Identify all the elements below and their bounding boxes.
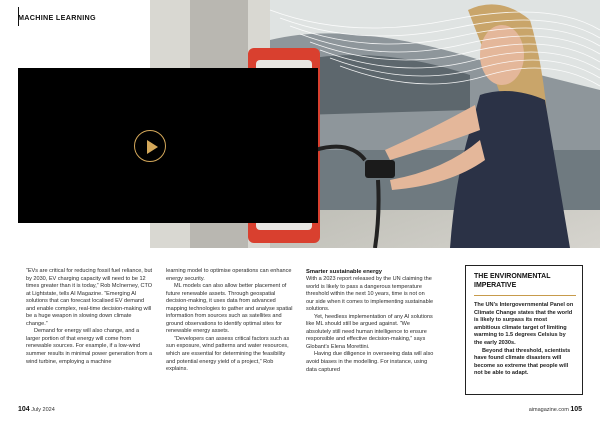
page-number: 104 (18, 406, 30, 413)
article-column-3 (306, 268, 434, 374)
sidebar-body (474, 302, 574, 378)
play-icon[interactable] (134, 130, 166, 162)
subheading: Smarter sustainable energy (306, 269, 383, 275)
section-label: MACHINE LEARNING (18, 13, 96, 22)
site-name[interactable]: aimagazine.com (528, 407, 569, 413)
paragraph: Yet, heedless implementation of any AI solutions like ML should still be argued against. “We absolutely still need human intelligence to ensure responsible and effective decision-making,” says Globant’s Elena Morettini. (306, 313, 433, 350)
paragraph: “Developers can assess critical factors such as sun exposure, wind patterns and water resources, which are essential for determining the feasibility and potential energy yield of a project,” Rob explains. (166, 335, 290, 373)
sidebar-box (465, 265, 583, 395)
paragraph: Having due diligence in overseeing data will also avoid biases in the modelling. For instance, using data captured (306, 351, 434, 373)
footer-right (529, 406, 582, 413)
paragraph: “EVs are critical for reducing fossil fuel reliance, but by 2030, EV charging capacity will need to be 12 times greater than it is today,” Rob McInerney, CTO at Lightstate, tells AI Magazine. “Emerging AI solutions that can forecast localised EV demand and enable complex, real-time decision-making will be a huge weapon in slowing down climate change.” (26, 268, 153, 327)
video-player[interactable] (18, 68, 318, 223)
page-number: 105 (570, 406, 582, 413)
paragraph: Beyond that threshold, scientists have found climate disasters will become so extreme that people will not be able to adapt. (474, 347, 571, 377)
article-column-1 (26, 268, 154, 366)
footer-left (18, 406, 55, 413)
article-column-2 (166, 268, 294, 374)
paragraph: learning model to optimise operations can enhance energy security. (166, 268, 292, 282)
paragraph: The UN’s Intergovernmental Panel on Climate Change states that the world is likely to surpass its most ambitious climate target of limiting warming to 1.5 degrees Celsius by the early 2030s. (474, 302, 574, 346)
sidebar-title: THE ENVIRONMENTAL IMPERATIVE (474, 273, 551, 289)
sidebar-rule (474, 295, 576, 296)
issue-date: July 2024 (31, 407, 55, 413)
paragraph: ML models can also allow better placement of future renewable assets. Through geospatial decision-making, it uses data from advanced mapping technologies to gather and analyse spatial information from sources such as satellites and ground observations to identify optimal sites for renewable energy assets. (166, 283, 293, 335)
paragraph: Demand for energy will also change, and a larger portion of that energy will come from renewable sources. For example, if a low-wind summer results in minimal power generation from a wind turbine, employing a machine (26, 328, 153, 365)
paragraph: With a 2023 report released by the UN claiming the world is likely to pass a dangerous temperature threshold within the next 10 years, time is not on our side when it comes to implementing sustainable solutions. (306, 276, 434, 313)
